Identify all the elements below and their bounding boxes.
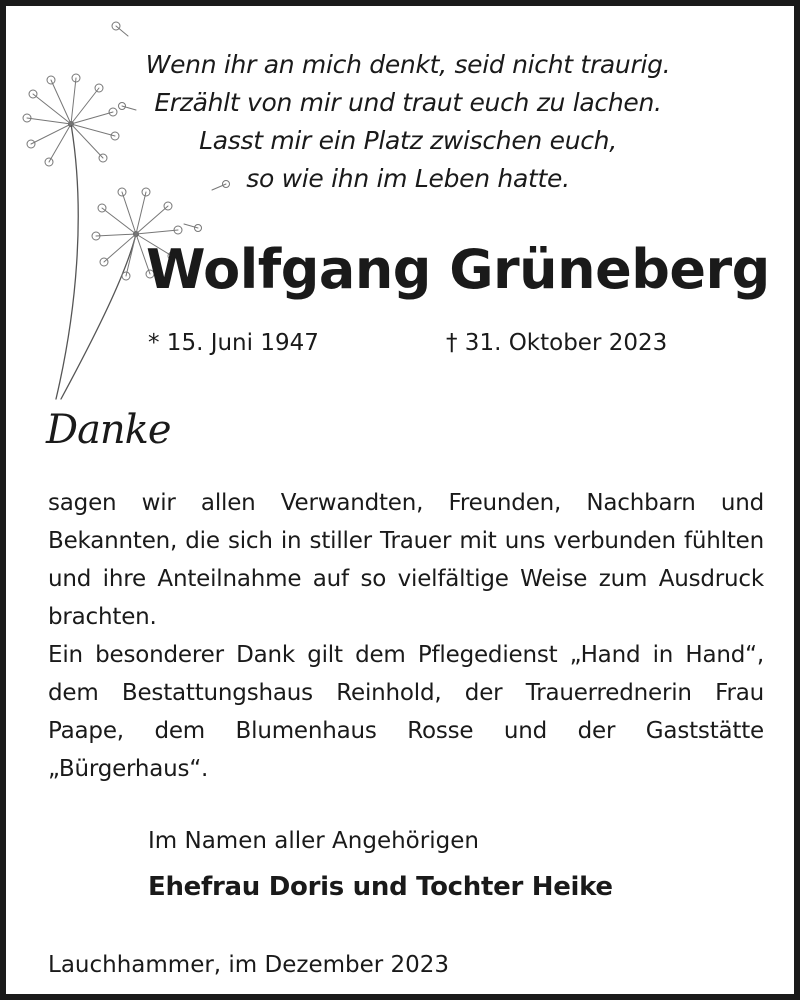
poem-line: so wie ihn im Leben hatte.: [246, 164, 570, 193]
on-behalf-line: Im Namen aller Angehörigen: [148, 828, 479, 854]
poem-line: Wenn ihr an mich denkt, seid nicht traurig.: [145, 50, 671, 79]
death-date: † 31. Oktober 2023: [446, 330, 668, 356]
thanks-text: [48, 484, 764, 788]
thanks-paragraph: Ein besonderer Dank gilt dem Pflegedienst „Hand in Hand“, dem Bestattungshaus Reinhold, der Trauerrednerin Frau Paape, dem Blumenhaus Rosse und der Gaststätte „Bürgerhaus“.: [48, 642, 764, 782]
thanks-paragraph: sagen wir allen Verwandten, Freunden, Nachbarn und Bekannten, die sich in stiller Trauer mit uns verbunden fühlten und ihre Anteilnahme auf so vielfältige Weise zum Ausdruck brachten.: [48, 490, 764, 630]
poem-line: Erzählt von mir und traut euch zu lachen.: [154, 88, 662, 117]
deceased-name: Wolfgang Grüneberg: [146, 238, 770, 301]
thanks-heading: Danke: [46, 407, 171, 453]
family-signature: Ehefrau Doris und Tochter Heike: [148, 872, 613, 902]
memorial-poem: [128, 46, 688, 198]
birth-date: * 15. Juni 1947: [148, 330, 319, 356]
poem-line: Lasst mir ein Platz zwischen euch,: [199, 126, 617, 155]
place-date: Lauchhammer, im Dezember 2023: [48, 952, 450, 978]
